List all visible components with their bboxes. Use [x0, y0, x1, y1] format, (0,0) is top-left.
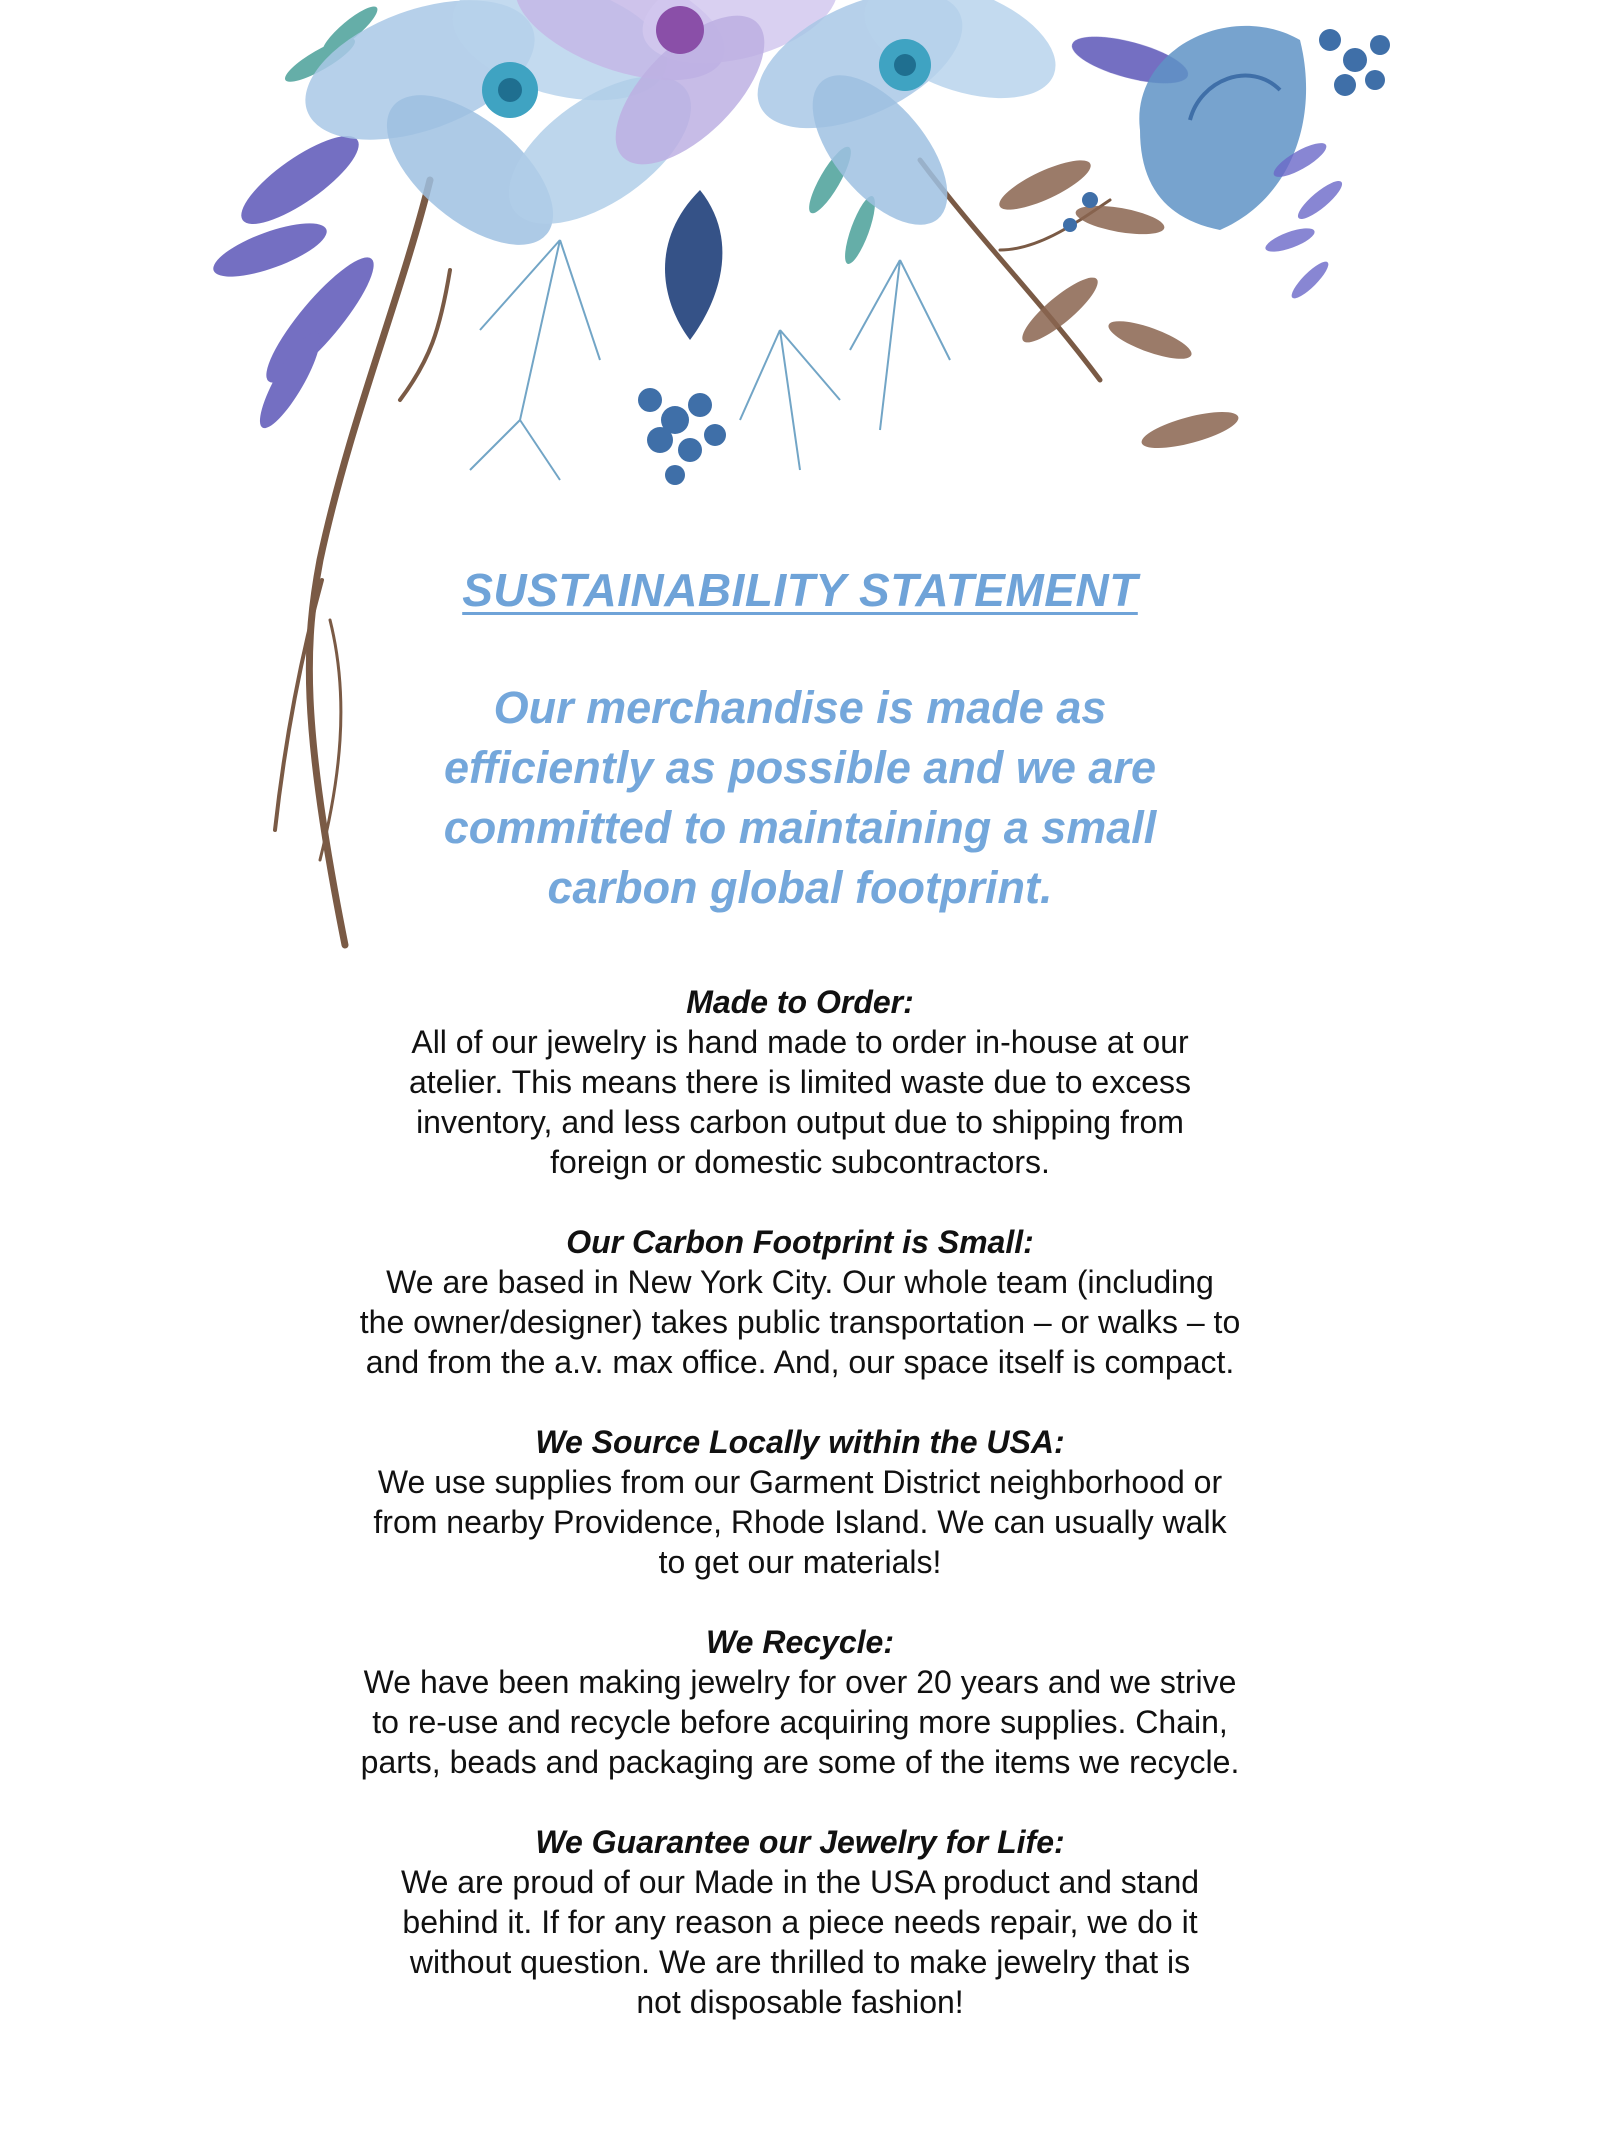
sections — [300, 982, 1300, 2022]
section-heading: We Source Locally within the USA: — [535, 1424, 1065, 1460]
statement-content — [300, 560, 1300, 2062]
section-heading: Our Carbon Footprint is Small: — [566, 1224, 1034, 1260]
section-heading: We Guarantee our Jewelry for Life: — [535, 1824, 1065, 1860]
section-made-to-order — [300, 982, 1300, 1182]
section-body: We are based in New York City. Our whole team (including the owner/designer) takes public transportation – or walks – to and from the a.v. max office. And, our space itself is compact. — [359, 1264, 1241, 1380]
section-body: We use supplies from our Garment District neighborhood or from nearby Providence, Rhode Island. We can usually walk to get our materials! — [373, 1464, 1227, 1580]
section-source-locally — [300, 1422, 1300, 1582]
tagline: Our merchandise is made as efficiently as possible and we are committed to maintaining a small carbon global footprint. — [443, 682, 1157, 913]
section-body: We have been making jewelry for over 20 years and we strive to re-use and recycle before acquiring more supplies. Chain, parts, beads and packaging are some of the items we recycle. — [360, 1664, 1240, 1780]
navy-leaf — [665, 190, 722, 340]
section-heading: Made to Order: — [686, 984, 914, 1020]
section-guarantee — [300, 1822, 1300, 2022]
berry-cluster-center — [638, 388, 726, 485]
section-body: We are proud of our Made in the USA product and stand behind it. If for any reason a piece needs repair, we do it without question. We are thrilled to make jewelry that is not disposable fashion! — [400, 1864, 1200, 2020]
section-heading: We Recycle: — [706, 1624, 894, 1660]
page-title: SUSTAINABILITY STATEMENT — [462, 564, 1138, 616]
section-carbon-footprint — [300, 1222, 1300, 1382]
section-recycle — [300, 1622, 1300, 1782]
section-body: All of our jewelry is hand made to order in-house at our atelier. This means there is limited waste due to excess inventory, and less carbon output due to shipping from foreign or domestic subcontractors. — [409, 1024, 1191, 1180]
